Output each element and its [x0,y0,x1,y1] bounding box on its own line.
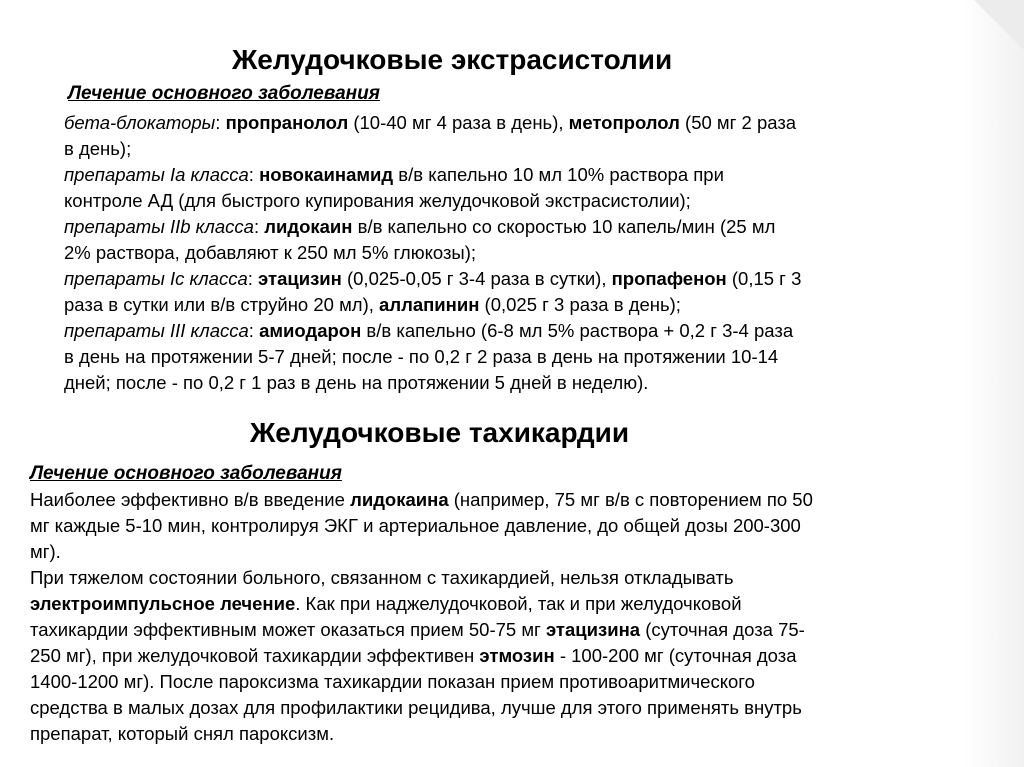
text-line [64,110,984,136]
text-line: контроле АД (для быстрого купирования желудочковой экстрасистолии); [64,190,691,211]
drug-class: препараты Ia класса [64,164,249,185]
text-line [30,487,1005,513]
drug-class: препараты III класса [64,320,249,341]
text-fragment: : [248,320,260,341]
text-line [30,643,1005,669]
text-fragment: : [248,164,260,185]
text-fragment: (10-40 мг 4 раза в день), [348,112,569,133]
text-line [64,162,984,188]
text-line [64,292,984,318]
text-line [64,214,984,240]
subtitle-treatment-2: Лечение основного заболевания [30,463,342,484]
drug-name: лидокаин [264,216,353,237]
text-fragment: в/в капельно со скоростью 10 капель/мин (25 мл [352,216,776,237]
text-line [64,318,984,344]
text-fragment: в/в капельно 10 мл 10% раствора при [393,164,724,185]
text-line: препарат, который снял пароксизм. [30,723,335,744]
text-line: 2% раствора, добавляют к 250 мл 5% глюкозы); [64,242,477,263]
text-fragment: (50 мг 2 раза [679,112,797,133]
drug-class: препараты IIb класса [64,216,254,237]
extrasystoles-treatment-text [64,110,984,396]
text-fragment: (например, 75 мг в/в с повторением по 50 [448,489,813,510]
text-line: в день на протяжении 5-7 дней; после - по 0,2 г 2 раза в день на протяжении 10-14 [64,346,779,367]
drug-name: лидокаина [350,489,449,510]
text-fragment: 250 мг), при желудочковой тахикардии эффективен [30,645,480,666]
text-line [30,617,1005,643]
text-fragment: : [215,112,226,133]
text-line: мг). [30,541,61,562]
text-fragment: (суточная доза 75- [640,619,805,640]
text-fragment: тахикардии эффективным может оказаться прием 50-75 мг [30,619,546,640]
text-fragment: Наиболее эффективно в/в введение [30,489,351,510]
text-line: 1400-1200 мг). После пароксизма тахикардии показан прием противоаритмического [30,671,755,692]
text-line [30,591,1005,617]
text-line: мг каждые 5-10 мин, контролируя ЭКГ и артериальное давление, до общей дозы 200-300 [30,515,801,536]
drug-name: пропафенон [611,268,727,289]
drug-class: бета-блокаторы [64,112,216,133]
drug-name: новокаинамид [259,164,394,185]
text-fragment: - 100-200 мг (суточная доза [554,645,797,666]
treatment-name: электроимпульсное лечение [30,593,296,614]
slide-corner-fold [974,0,1024,50]
drug-name: этацизин [258,268,342,289]
text-fragment: (0,025 г 3 раза в день); [479,294,681,315]
text-line: дней; после - по 0,2 г 1 раз в день на протяжении 5 дней в неделю). [64,372,649,393]
text-fragment: (0,15 г 3 [726,268,802,289]
drug-name: этацизина [545,619,641,640]
tachycardia-treatment-text [30,487,1005,747]
title-ventricular-tachycardias: Желудочковые тахикардии [250,417,630,448]
text-fragment: раза в сутки или в/в струйно 20 мл), [64,294,380,315]
drug-name: этмозин [479,645,555,666]
drug-name: амиодарон [259,320,362,341]
drug-class: препараты Ic класса [64,268,248,289]
text-line: в день); [64,138,132,159]
title-ventricular-extrasystoles: Желудочковые экстрасистолии [232,44,673,75]
text-line: При тяжелом состоянии больного, связанном с тахикардией, нельзя откладывать [30,567,734,588]
drug-name: аллапинин [379,294,480,315]
text-fragment: . Как при наджелудочковой, так и при желудочковой [295,593,742,614]
text-fragment: (0,025-0,05 г 3-4 раза в сутки), [341,268,612,289]
text-line: средства в малых дозах для профилактики рецидива, лучше для этого применять внутрь [30,697,802,718]
text-fragment: в/в капельно (6-8 мл 5% раствора + 0,2 г 3-4 раза [361,320,794,341]
text-line [64,266,984,292]
drug-name: метопролол [568,112,680,133]
text-fragment: : [253,216,265,237]
subtitle-treatment-1: Лечение основного заболевания [68,83,380,104]
text-fragment: : [247,268,259,289]
drug-name: пропранолол [225,112,349,133]
